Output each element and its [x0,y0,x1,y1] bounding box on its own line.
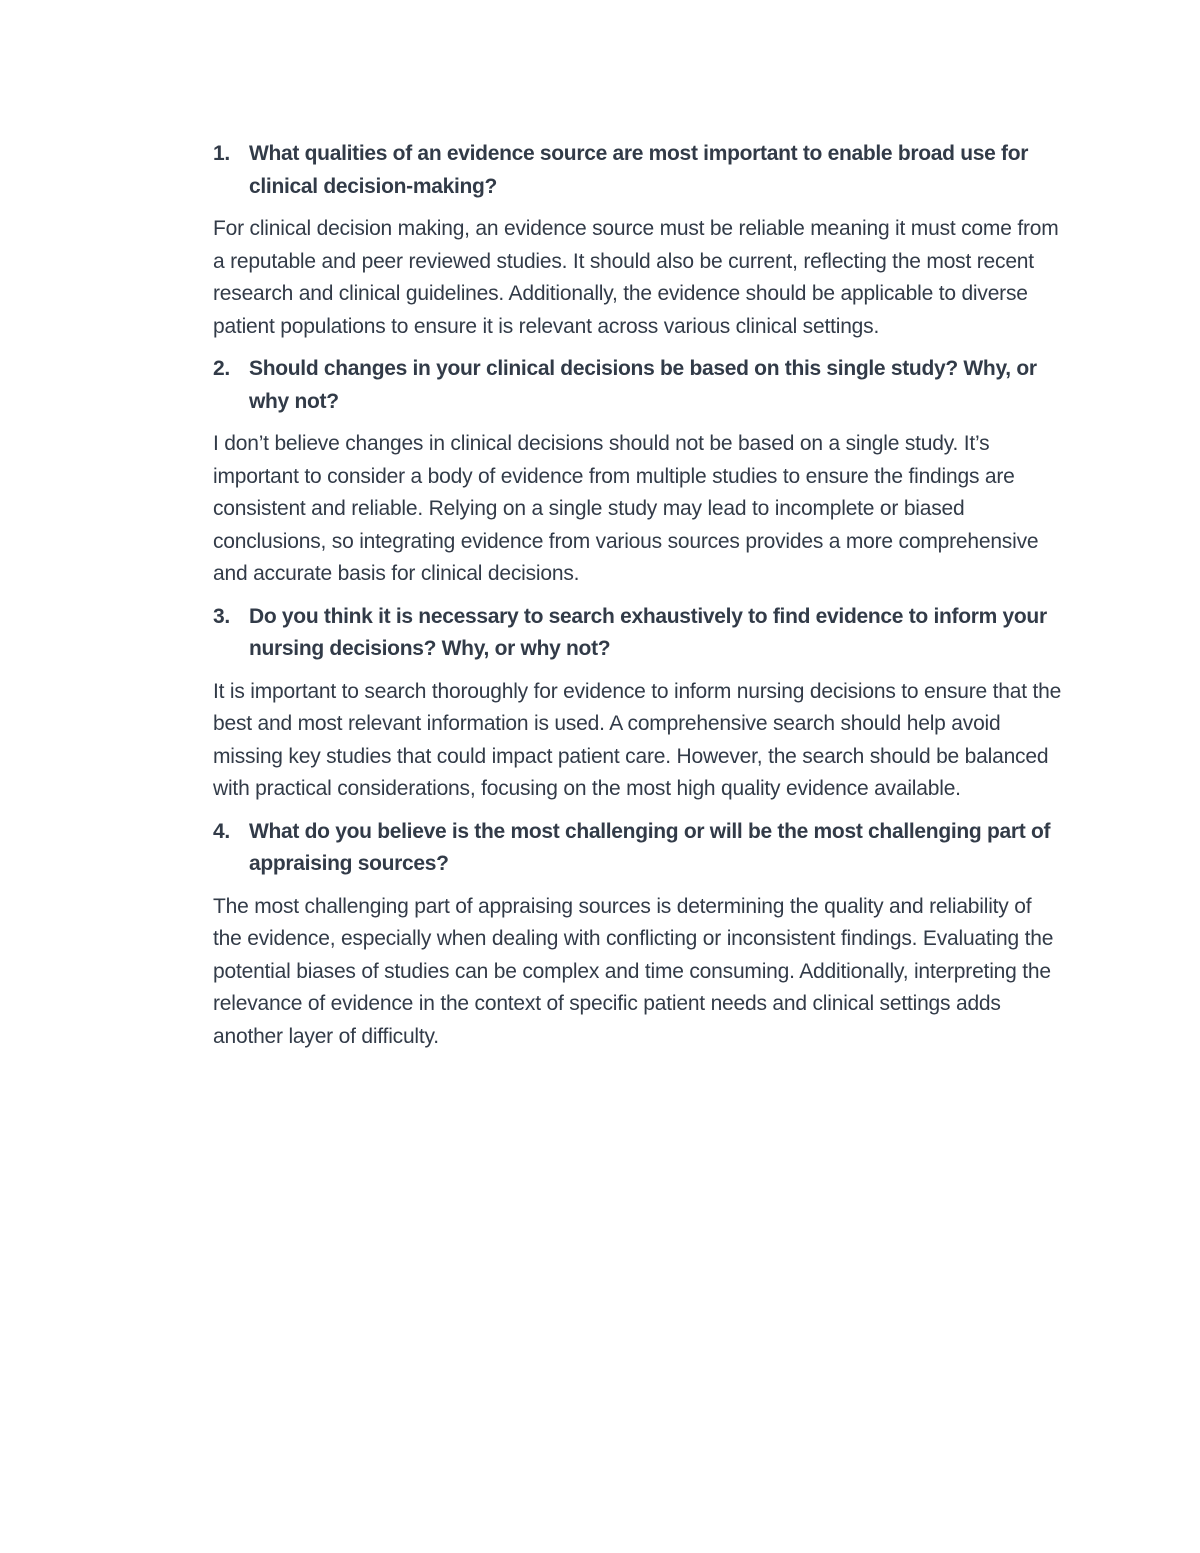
answer-paragraph: I don’t believe changes in clinical decisions should not be based on a single study. It’s important to consider a body of evidence from multiple studies to ensure the findings are consistent and reliable. Relying on a single study may lead to incomplete or biased conclusions, so integrating evidence from various sources provides a more comprehensive and accurate basis for clinical decisions. [213,432,1039,585]
answer-paragraph: The most challenging part of appraising sources is determining the quality and reliability of the evidence, especially when dealing with conflicting or inconsistent findings. Evaluating the potential biases of studies can be complex and time consuming. Additionally, interpreting the relevance of evidence in the context of specific patient needs and clinical settings adds another layer of difficulty. [213,894,1054,1048]
question-number: 1. [213,142,230,165]
question-number: 4. [213,819,230,843]
question-heading [213,138,1073,203]
question-heading [213,353,1073,418]
question-heading [213,601,1073,666]
qa-item-1 [213,138,1073,343]
question-text: Do you think it is necessary to search exhaustively to find evidence to inform your nursing decisions? Why, or why not? [249,604,1047,660]
answer-paragraph: It is important to search thoroughly for evidence to inform nursing decisions to ensure that the best and most relevant information is used. A comprehensive search should help avoid missing key studies that could impact patient care. However, the search should be balanced with practical considerations, focusing on the most high quality evidence available. [213,679,1062,800]
qa-item-2 [213,353,1073,591]
question-number: 3. [213,604,230,628]
qa-item-3 [213,601,1073,806]
question-text: What qualities of an evidence source are most important to enable broad use for clinical decision-making? [249,142,1029,198]
document-page [213,138,1073,1063]
answer-paragraph: For clinical decision making, an evidence source must be reliable meaning it must come from a reputable and peer reviewed studies. It should also be current, reflecting the most recent research and clinical guidelines. Additionally, the evidence should be applicable to diverse patient populations to ensure it is relevant across various clinical settings. [213,217,1059,338]
question-heading [213,816,1073,881]
question-number: 2. [213,357,230,380]
qa-item-4 [213,816,1073,1054]
question-text: Should changes in your clinical decisions be based on this single study? Why, or why not? [249,357,1037,413]
question-text: What do you believe is the most challenging or will be the most challenging part of appraising sources? [249,819,1051,875]
